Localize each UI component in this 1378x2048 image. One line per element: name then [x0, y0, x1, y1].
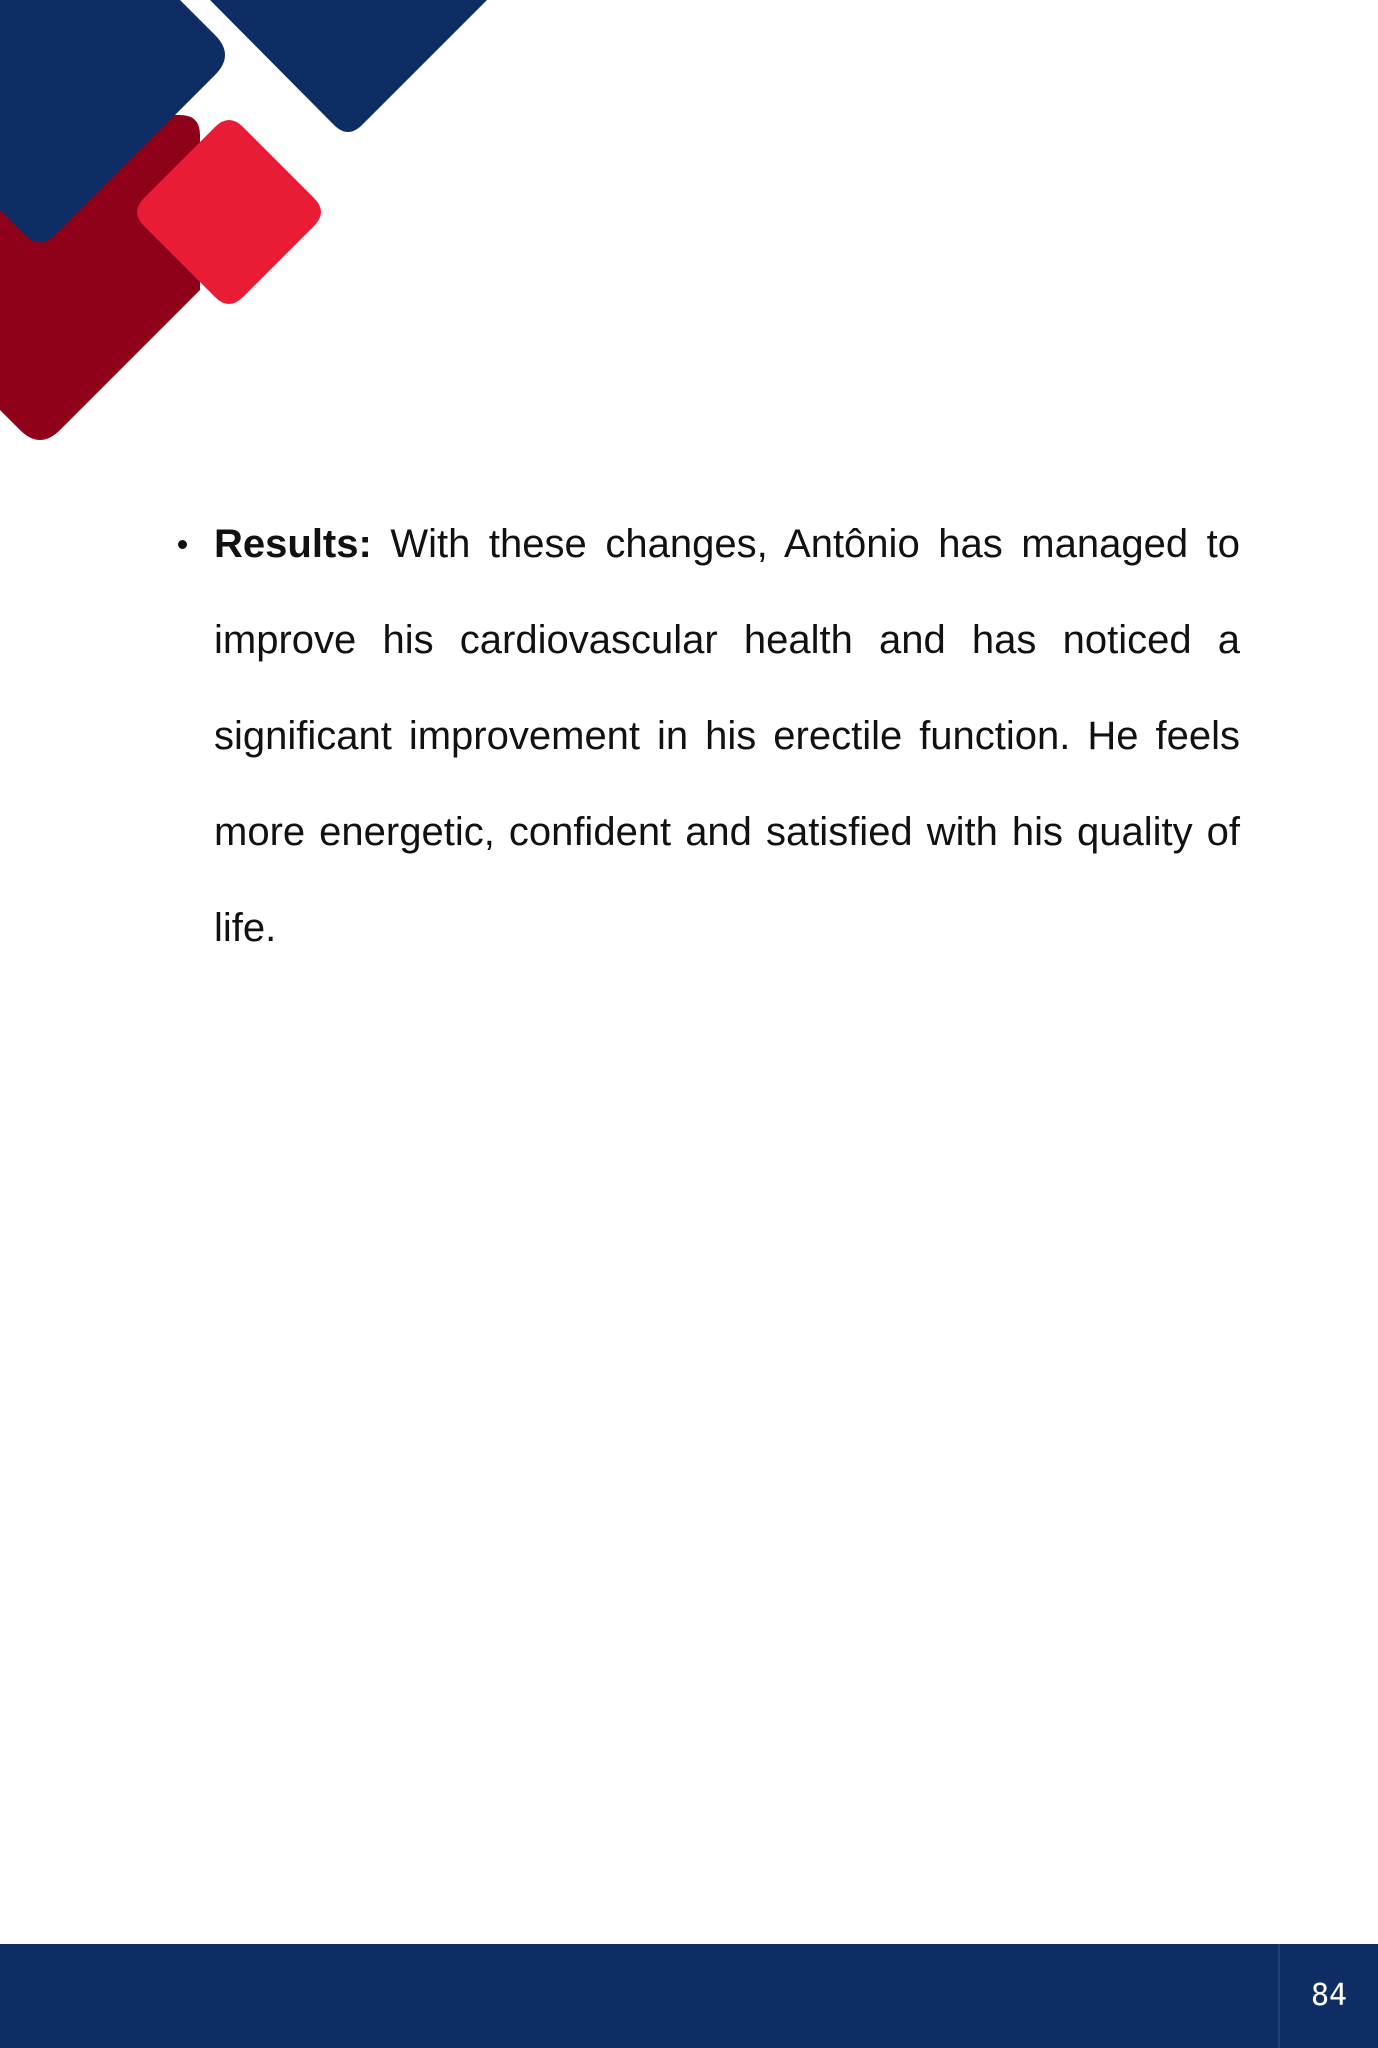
results-body: With these changes, Antônio has managed to improve his cardiovascular health and has noticed a significant improvement in his erectile function. He feels more energetic, confident and satisfied with his quality of life. [214, 522, 1240, 950]
main-content [172, 496, 1240, 976]
page-number: 84 [1310, 1978, 1348, 2013]
decorative-diamond-shapes [0, 0, 520, 460]
results-paragraph [214, 496, 1240, 976]
bullet-icon [178, 540, 187, 549]
navy-diamond-right [210, 0, 487, 132]
results-label: Results: [214, 522, 372, 566]
results-bullet [172, 496, 1240, 976]
footer-bar [0, 1944, 1378, 2048]
